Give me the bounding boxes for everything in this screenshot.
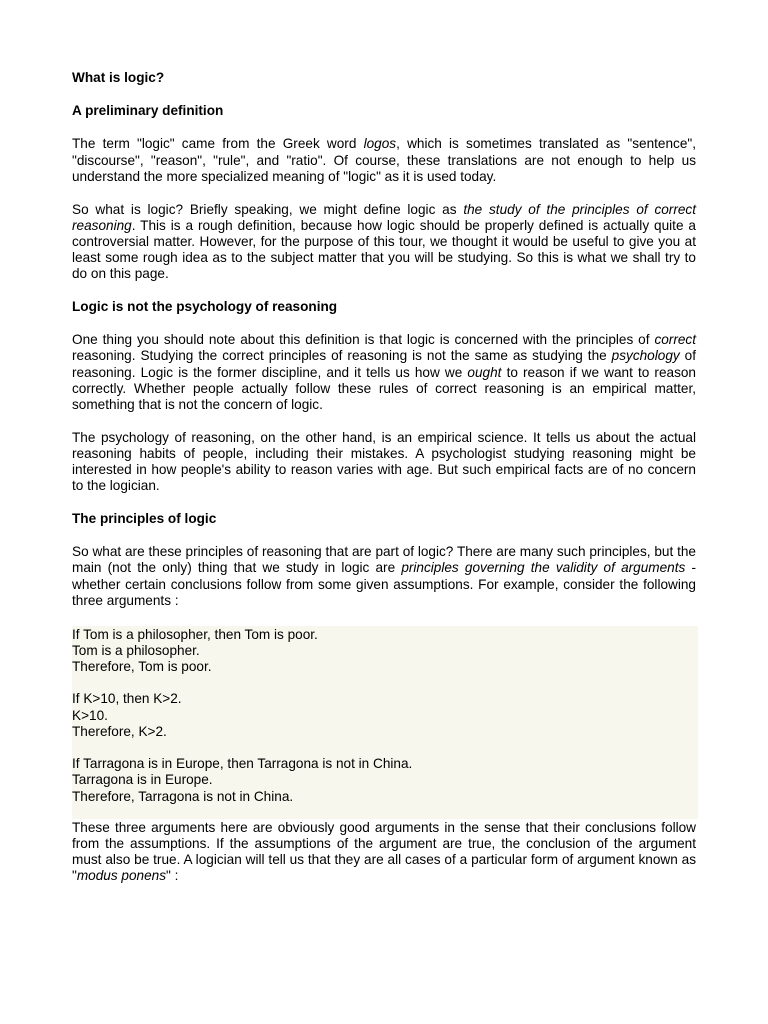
paragraph-logos: [72, 136, 696, 185]
section-heading-psychology: Logic is not the psychology of reasoning: [72, 299, 338, 315]
text-run: , which is sometimes translated as "sentence", "discourse", "reason", "rule", and "ratio". Of course, these translations are not enough to help us understand the more specialized meaning of "logic" as it is used today.: [72, 136, 696, 184]
paragraph-principles: [72, 544, 696, 609]
example-arguments-box: [72, 626, 698, 819]
emphasis-psychology: psychology: [611, 348, 680, 364]
paragraph-modus-ponens: [72, 820, 696, 885]
argument-line: If Tarragona is in Europe, then Tarragona is not in China.: [72, 756, 413, 772]
argument-line: If K>10, then K>2.: [72, 691, 182, 707]
section-heading-definition: A preliminary definition: [72, 103, 224, 119]
text-run: reasoning. Studying the correct principles of reasoning is not the same as studying the: [72, 348, 612, 364]
argument-line: K>10.: [72, 707, 108, 723]
text-run: " :: [166, 868, 179, 884]
paragraph-correct-reasoning: [72, 332, 696, 413]
argument-line: Therefore, Tom is poor.: [72, 658, 212, 674]
text-run: These three arguments here are obviously good arguments in the sense that their conclusions follow from the assumptions. If the assumptions of the argument are true, the conclusion of the argument must also be true. A logician will tell us that they are all cases of a particular form of argument known as ": [72, 819, 696, 884]
argument-line: Therefore, K>2.: [72, 723, 167, 739]
argument-block: [72, 691, 698, 740]
emphasis-validity: principles governing the validity of arguments: [401, 560, 686, 576]
argument-line: Therefore, Tarragona is not in China.: [72, 788, 294, 804]
emphasis-ought: ought: [467, 364, 502, 380]
page-title: What is logic?: [72, 70, 165, 85]
document-body: [72, 70, 696, 901]
emphasis-correct: correct: [654, 332, 696, 348]
section-heading-principles: The principles of logic: [72, 511, 217, 527]
argument-block: [72, 627, 698, 676]
emphasis-logos: logos: [363, 136, 397, 152]
paragraph-psychology-of-reasoning: The psychology of reasoning, on the other hand, is an empirical science. It tells us about the actual reasoning habits of people, including their mistakes. A psychologist studying reasoning might be interested in how people's ability to reason varies with age. But such empirical facts are of no concern to the logician.: [72, 429, 696, 494]
text-run: So what is logic? Briefly speaking, we might define logic as: [72, 201, 464, 217]
text-run: of reasoning. Logic is the former discipline, and it tells us how we: [72, 348, 696, 380]
emphasis-modus-ponens: modus ponens: [76, 868, 167, 884]
argument-line: Tarragona is in Europe.: [72, 772, 213, 788]
text-run: to reason if we want to reason correctly. Whether people actually follow these rules of correct reasoning is an empirical matter, something that is not the concern of logic.: [72, 364, 696, 413]
text-run: - whether certain conclusions follow from some given assumptions. For example, consider the following three arguments :: [72, 560, 696, 608]
text-run: The term "logic" came from the Greek word: [72, 136, 364, 152]
emphasis-definition: the study of the principles of correct reasoning: [72, 201, 696, 233]
text-run: So what are these principles of reasoning that are part of logic? There are many such principles, but the main (not the only) thing that we study in logic are: [72, 544, 696, 576]
argument-line: If Tom is a philosopher, then Tom is poor.: [72, 626, 318, 642]
text-run: . This is a rough definition, because how logic should be properly defined is actually quite a controversial matter. However, for the purpose of this tour, we thought it would be useful to give you at least some rough idea as to the subject matter that you will be studying. So this is what we shall try to do on this page.: [72, 217, 696, 282]
paragraph-definition: [72, 202, 696, 283]
argument-block: [72, 756, 698, 805]
argument-line: Tom is a philosopher.: [72, 642, 200, 658]
text-run: One thing you should note about this definition is that logic is concerned with the principles of: [72, 332, 655, 348]
